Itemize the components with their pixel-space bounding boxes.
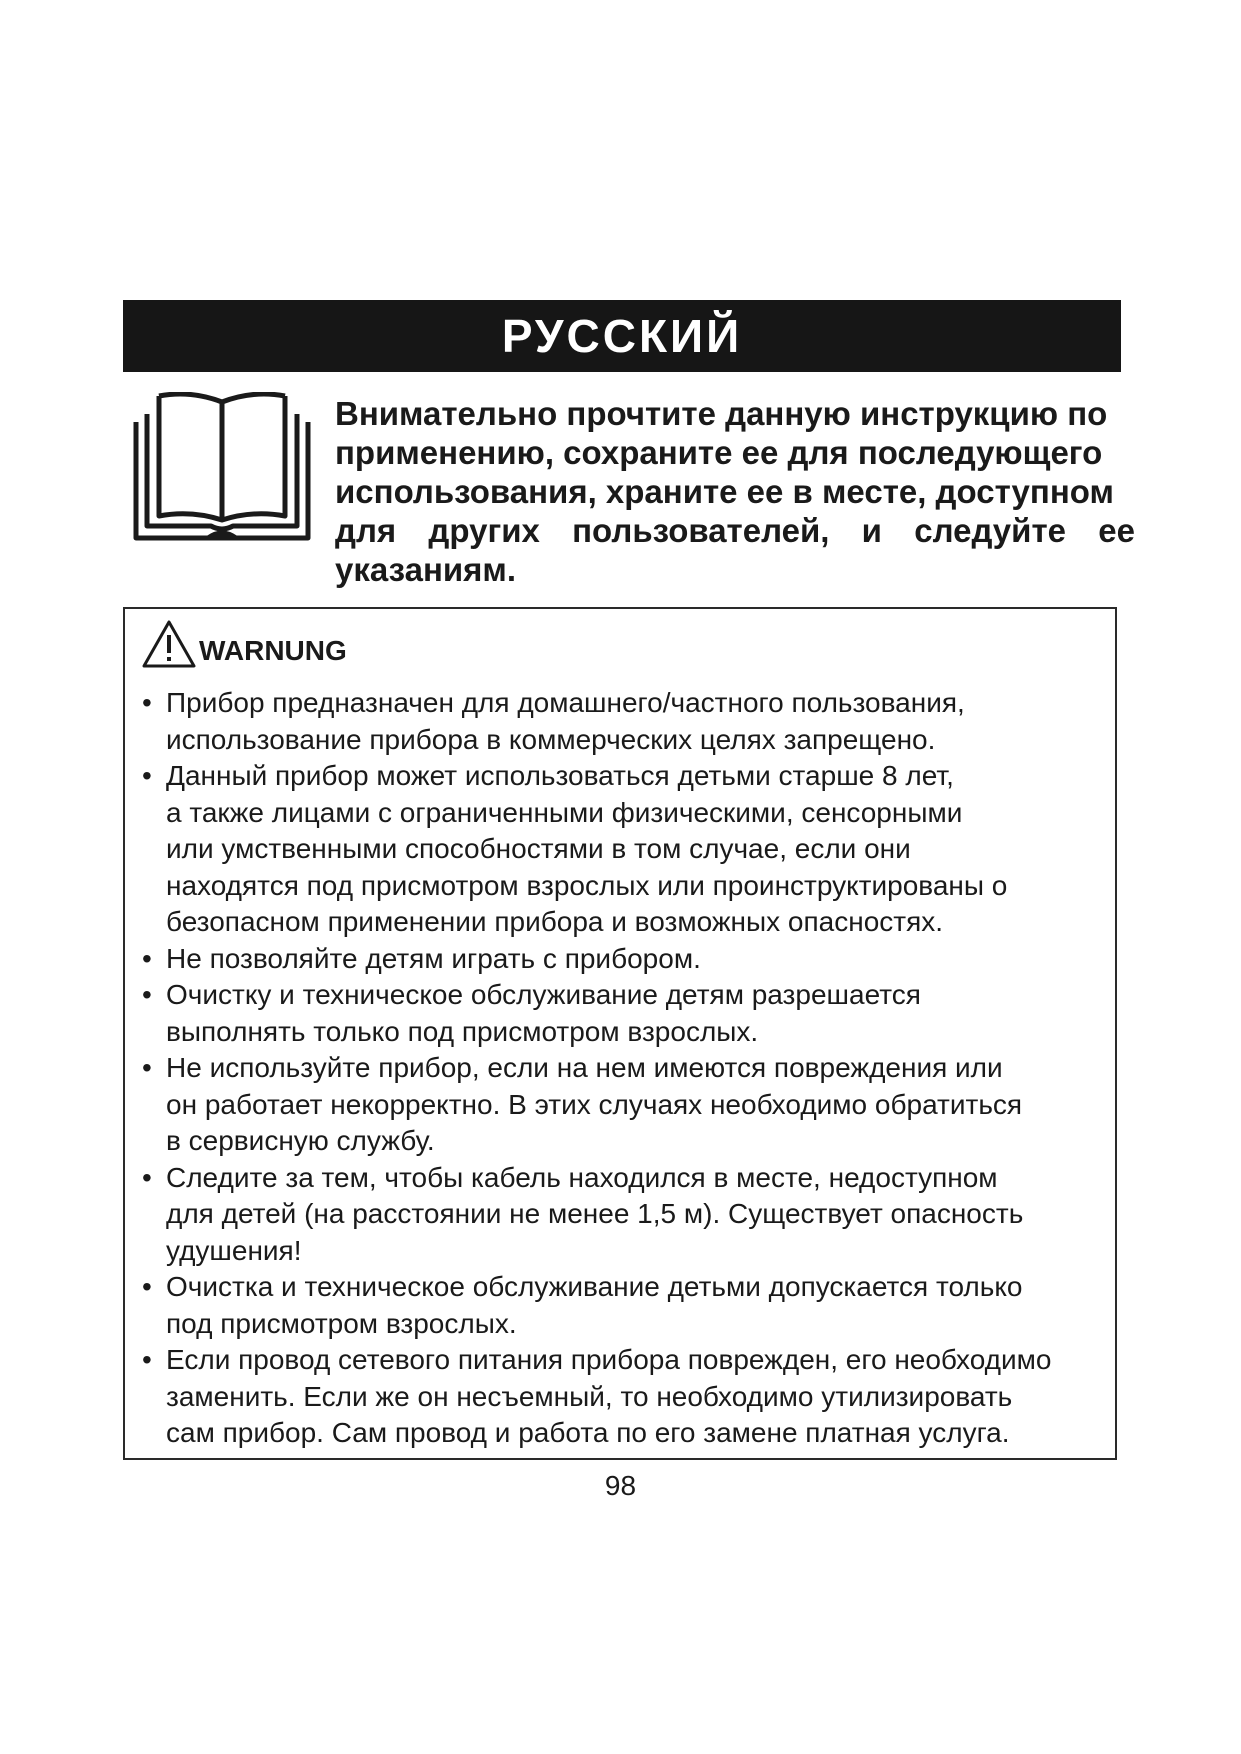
intro-word: для — [335, 512, 397, 549]
warning-line: удушения! — [166, 1234, 302, 1266]
page-number: 98 — [604, 1470, 637, 1501]
warning-line: для детей (на расстоянии не менее 1,5 м). Существует опасность — [166, 1198, 1024, 1229]
warning-triangle-icon — [141, 619, 197, 669]
warning-item — [142, 977, 1112, 1050]
intro-line: использования, храните ее в месте, доступном — [335, 473, 1114, 510]
warning-line: Не позволяйте детям играть с прибором. — [166, 942, 701, 974]
warning-header — [141, 619, 347, 669]
warning-item — [142, 1160, 1112, 1270]
language-title: РУССКИЙ — [501, 310, 743, 362]
intro-word: и — [861, 512, 882, 549]
warning-line: Очистка и техническое обслуживание детьми допускается только — [166, 1271, 1023, 1302]
intro-line: указаниям. — [335, 551, 517, 588]
warning-line: или умственными способностями в том случае, если они — [166, 833, 911, 864]
warning-line: Следите за тем, чтобы кабель находился в месте, недоступном — [166, 1161, 998, 1193]
warning-item — [142, 758, 1112, 941]
intro-paragraph — [335, 394, 1135, 589]
intro-word: ее — [1098, 512, 1135, 549]
warning-line: безопасном применении прибора и возможных опасностях. — [166, 906, 944, 937]
intro-word: пользователей, — [572, 512, 830, 549]
warning-item — [142, 941, 1112, 978]
intro-word: следуйте — [914, 512, 1066, 549]
open-book-icon — [133, 392, 311, 542]
bullet: • — [142, 979, 152, 1010]
warning-line: выполнять только под присмотром взрослых. — [166, 1015, 759, 1047]
intro-word: других — [428, 512, 540, 549]
warning-item — [142, 1050, 1112, 1160]
intro-line: применению, сохраните ее для последующего — [335, 434, 1103, 471]
warning-line: Прибор предназначен для домашнего/частного пользования, — [166, 687, 965, 718]
warning-line: заменить. Если же он несъемный, то необходимо утилизировать — [166, 1380, 1013, 1412]
intro-line: Внимательно прочтите данную инструкцию по — [335, 395, 1108, 432]
warning-line: он работает некорректно. В этих случаях необходимо обратиться — [166, 1088, 1023, 1120]
warning-line: Если провод сетевого питания прибора поврежден, его необходимо — [166, 1344, 1052, 1375]
warning-line: под присмотром взрослых. — [166, 1307, 517, 1339]
warning-line: находятся под присмотром взрослых или проинструктированы о — [166, 869, 1008, 901]
warning-box — [123, 607, 1117, 1460]
warning-line: Не используйте прибор, если на нем имеются повреждения или — [166, 1052, 1003, 1083]
warning-item — [142, 685, 1112, 758]
bullet: • — [142, 1161, 152, 1193]
warning-list — [142, 685, 1112, 1452]
bullet: • — [142, 1052, 152, 1083]
bullet: • — [142, 760, 152, 791]
warning-line: Данный прибор может использоваться детьми старше 8 лет, — [166, 760, 954, 791]
bullet: • — [142, 942, 152, 974]
bullet: • — [142, 1344, 152, 1375]
warning-item — [142, 1269, 1112, 1342]
warning-item — [142, 1342, 1112, 1452]
warning-line: а также лицами с ограниченными физическими, сенсорными — [166, 796, 963, 828]
warning-line: сам прибор. Сам провод и работа по его замене платная услуга. — [166, 1417, 1010, 1448]
intro-line-justified — [335, 511, 1135, 550]
bullet: • — [142, 1271, 152, 1302]
warning-line: в сервисную службу. — [166, 1125, 435, 1156]
warning-line: Очистку и техническое обслуживание детям разрешается — [166, 979, 921, 1010]
warning-title: WARNUNG — [199, 635, 347, 666]
warning-line: использование прибора в коммерческих целях запрещено. — [166, 723, 936, 755]
bullet: • — [142, 687, 152, 718]
language-header-bar — [123, 300, 1121, 372]
